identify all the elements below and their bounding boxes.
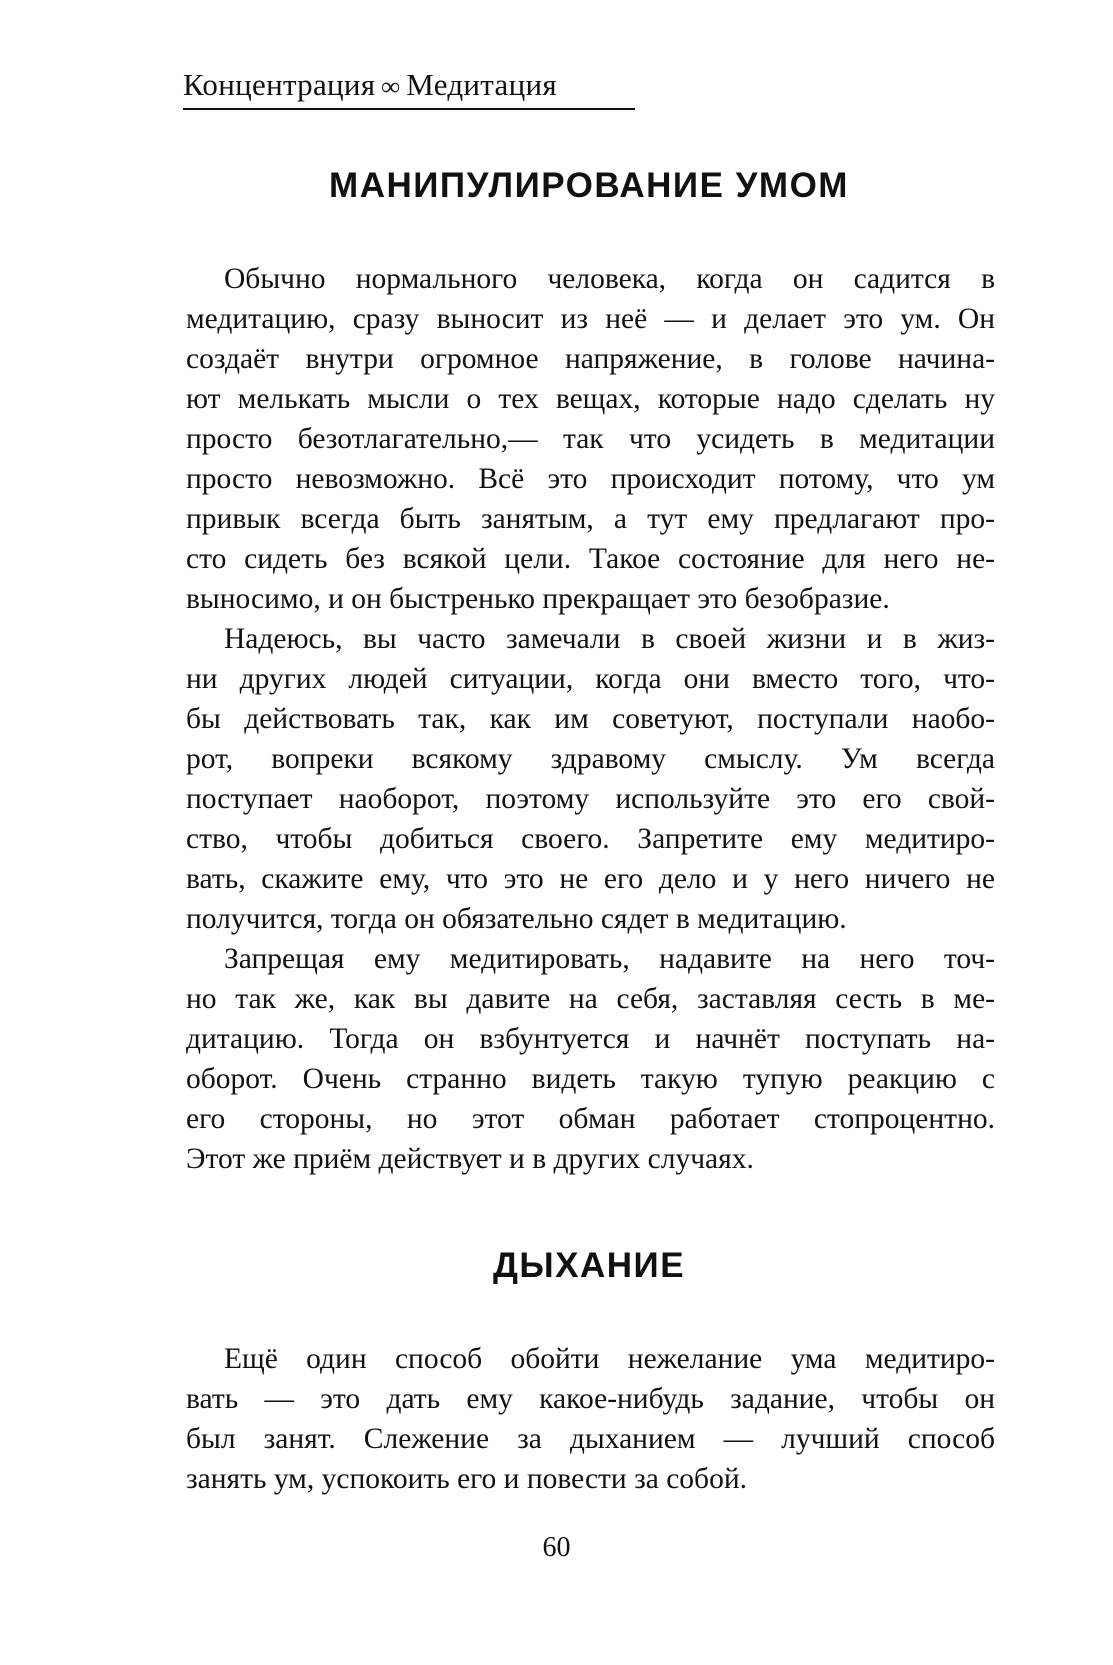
text-line: медитацию, сразу выносит из неё — и делает это ум. Он	[186, 303, 995, 335]
text-line: ют мелькать мысли о тех вещах, которые надо сделать ну	[186, 383, 995, 415]
text-line: Этот же приём действует и в других случаях.	[186, 1143, 754, 1175]
text-line: создаёт внутри огромное напряжение, в голове начина-	[186, 343, 995, 375]
text-line: Обычно нормального человека, когда он садится в	[224, 263, 995, 295]
text-line: бы действовать так, как им советуют, поступали наобо-	[186, 703, 995, 735]
text-line: занять ум, успокоить его и повести за собой.	[186, 1463, 747, 1495]
section-heading: МАНИПУЛИРОВАНИЕ УМОМ	[329, 166, 849, 205]
text-line: рот, вопреки всякому здравому смыслу. Ум всегда	[186, 743, 995, 775]
text-line: дитацию. Тогда он взбунтуется и начнёт поступать на-	[186, 1023, 995, 1055]
running-head	[183, 66, 635, 110]
text-line: поступает наоборот, поэтому используйте это его свой-	[186, 783, 995, 815]
text-line: оборот. Очень странно видеть такую тупую реакцию с	[186, 1063, 995, 1095]
text-line: Ещё один способ обойти нежелание ума медитиро-	[224, 1343, 995, 1375]
text-line: получится, тогда он обязательно сядет в медитацию.	[186, 903, 847, 935]
text-line: но так же, как вы давите на себя, заставляя сесть в ме-	[186, 983, 995, 1015]
infinity-icon: ∞	[381, 72, 401, 101]
text-line: выносимо, и он быстренько прекращает это безобразие.	[186, 583, 890, 615]
page-number: 60	[542, 1532, 571, 1563]
text-line: Надеюсь, вы часто замечали в своей жизни и в жиз-	[224, 623, 995, 655]
text-line: привык всегда быть занятым, а тут ему предлагают про-	[186, 503, 995, 535]
paragraph	[186, 939, 995, 1179]
text-line: был занят. Слежение за дыханием — лучший способ	[186, 1423, 995, 1455]
text-line: вать — это дать ему какое-нибудь задание, чтобы он	[186, 1383, 995, 1415]
text-line: просто невозможно. Всё это происходит потому, что ум	[186, 463, 995, 495]
running-head-right: Медитация	[406, 67, 557, 102]
text-line: Запрещая ему медитировать, надавите на него точ-	[224, 943, 995, 975]
section-heading: ДЫХАНИЕ	[492, 1246, 686, 1285]
paragraph	[186, 1339, 995, 1499]
text-line: ни других людей ситуации, когда они вместо того, что-	[186, 663, 995, 695]
text-line: вать, скажите ему, что это не его дело и у него ничего не	[186, 863, 995, 895]
text-line: ство, чтобы добиться своего. Запретите ему медитиро-	[186, 823, 995, 855]
paragraph	[186, 259, 995, 619]
paragraph	[186, 619, 995, 939]
running-head-left: Концентрация	[183, 67, 376, 102]
text-line: сто сидеть без всякой цели. Такое состояние для него не-	[186, 543, 995, 575]
text-line: просто безотлагательно,— так что усидеть в медитации	[186, 423, 995, 455]
text-line: его стороны, но этот обман работает стопроцентно.	[186, 1103, 995, 1135]
